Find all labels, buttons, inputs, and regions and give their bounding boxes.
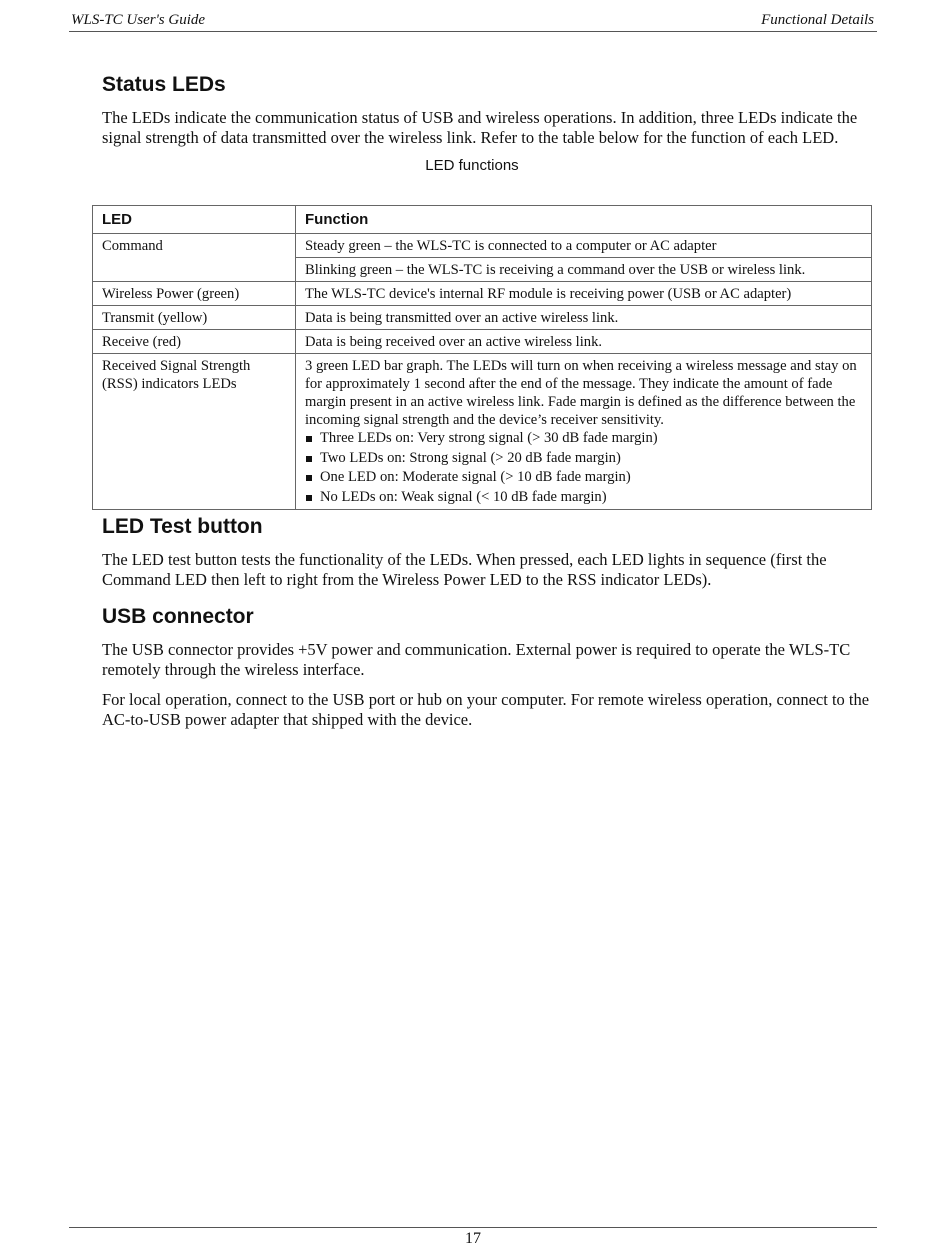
- rss-bullet-text: No LEDs on: Weak signal (< 10 dB fade margin): [320, 488, 607, 505]
- led-test-body: The LED test button tests the functionality of the LEDs. When pressed, each LED lights in sequence (first the Command LED then left to right from the Wireless Power LED to the RSS indicator LEDs).: [102, 550, 827, 589]
- table-row: [93, 354, 872, 510]
- led-test-heading: LED Test button: [102, 515, 263, 538]
- usb-connector-heading: USB connector: [102, 605, 254, 628]
- square-bullet-icon: [306, 456, 312, 462]
- table-row: [93, 330, 872, 354]
- table-header-row: [93, 206, 872, 234]
- list-item: [305, 488, 862, 508]
- led-test-and-usb-sections: [102, 512, 872, 730]
- usb-connector-body: The USB connector provides +5V power and communication. External power is required to operate the WLS-TC remotely through the wireless interface.: [102, 640, 851, 679]
- rss-description: 3 green LED bar graph. The LEDs will turn on when receiving a wireless message and stay on for approximately 1 second after the end of the message. They indicate the amount of fade margin present in an active wireless link. Fade margin is defined as the difference between the incoming signal strength and the device’s receiver sensitivity.: [305, 358, 857, 428]
- led-functions-table: [92, 205, 872, 510]
- header-document-title: WLS-TC User's Guide: [71, 12, 206, 28]
- rss-bullet-text: One LED on: Moderate signal (> 10 dB fade margin): [320, 469, 631, 485]
- rss-bullet-list: [305, 429, 862, 507]
- list-item: [305, 468, 862, 488]
- status-leds-intro: The LEDs indicate the communication status of USB and wireless operations. In addition, three LEDs indicate the signal strength of data transmitted over the wireless link. Refer to the table below for the function of each LED.: [102, 108, 858, 147]
- page-number: 17: [465, 1230, 481, 1247]
- led-name-wireless-power: Wireless Power (green): [93, 282, 296, 306]
- status-leds-heading: Status LEDs: [102, 73, 226, 96]
- table-caption: LED functions: [425, 157, 519, 174]
- led-name-command: Command: [93, 234, 296, 282]
- function-transmit: Data is being transmitted over an active wireless link.: [296, 306, 872, 330]
- table-row: [93, 306, 872, 330]
- running-header: [69, 10, 877, 32]
- function-wireless-power: The WLS-TC device's internal RF module is receiving power (USB or AC adapter): [296, 282, 872, 306]
- status-leds-section: [102, 70, 872, 176]
- list-item: [305, 449, 862, 469]
- running-footer: [69, 1227, 877, 1248]
- square-bullet-icon: [306, 475, 312, 481]
- square-bullet-icon: [306, 436, 312, 442]
- led-name-rss: Received Signal Strength (RSS) indicators LEDs: [93, 354, 296, 510]
- rss-bullet-text: Three LEDs on: Very strong signal (> 30 dB fade margin): [320, 430, 658, 446]
- led-name-transmit: Transmit (yellow): [93, 306, 296, 330]
- usb-local-remote-body: For local operation, connect to the USB port or hub on your computer. For remote wireless operation, connect to the AC-to-USB power adapter that shipped with the device.: [102, 690, 870, 729]
- column-header-led: LED: [93, 206, 296, 234]
- function-receive: Data is being received over an active wireless link.: [296, 330, 872, 354]
- column-header-function: Function: [296, 206, 872, 234]
- table-row: [93, 282, 872, 306]
- table-row: [93, 234, 872, 258]
- rss-bullet-text: Two LEDs on: Strong signal (> 20 dB fade margin): [320, 449, 621, 466]
- function-command-steady: Steady green – the WLS-TC is connected to a computer or AC adapter: [296, 234, 872, 258]
- list-item: [305, 429, 862, 449]
- function-rss: [296, 354, 872, 510]
- header-section-title: Functional Details: [761, 12, 874, 28]
- square-bullet-icon: [306, 495, 312, 501]
- led-name-receive: Receive (red): [93, 330, 296, 354]
- function-command-blinking: Blinking green – the WLS-TC is receiving a command over the USB or wireless link.: [296, 258, 872, 282]
